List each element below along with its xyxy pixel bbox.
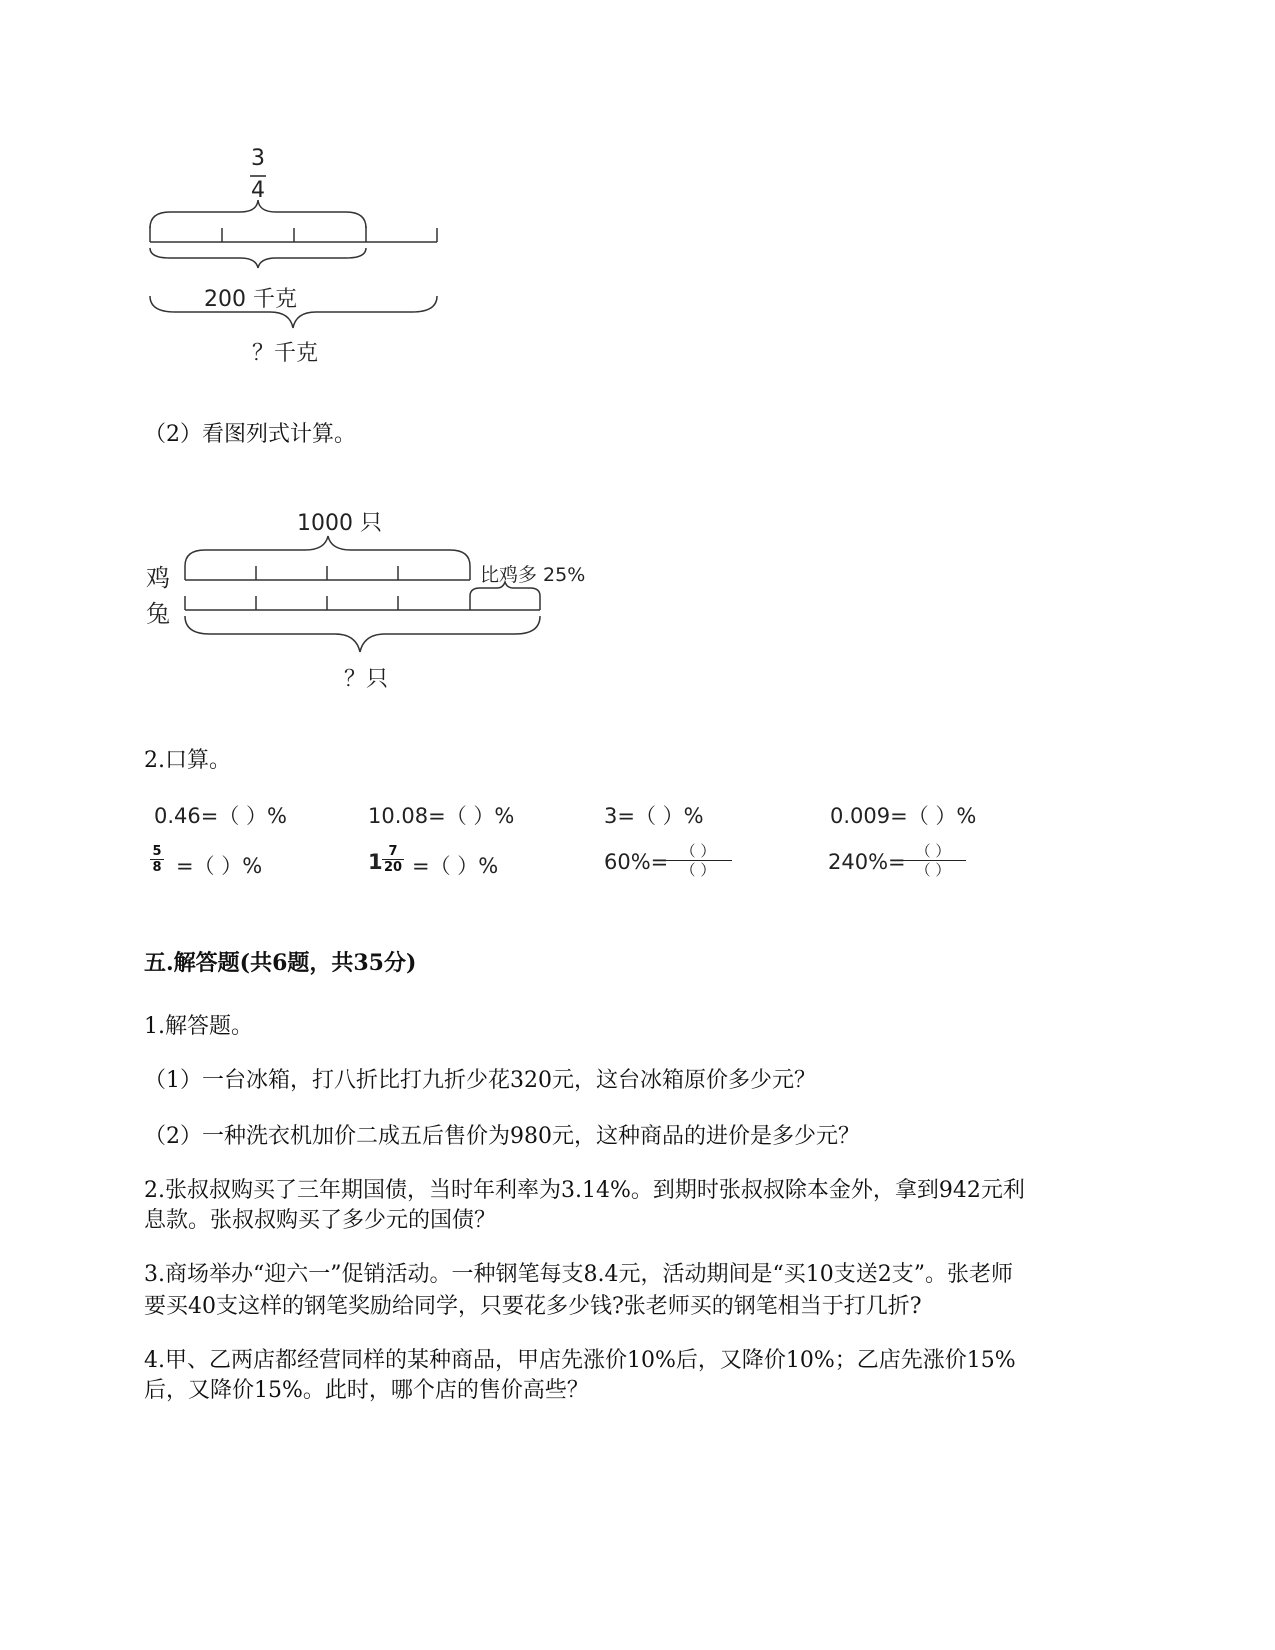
oral-calc-title: 2.口算。 bbox=[144, 748, 231, 773]
fraction-numerator: 3 bbox=[251, 146, 265, 171]
oral-item-3: 3=（ ）% bbox=[604, 804, 704, 828]
oral-item-8-prefix: 240%= bbox=[828, 850, 906, 874]
question-1-part-1: （1）一台冰箱，打八折比打九折少花320元，这台冰箱原价多少元？ bbox=[144, 1068, 816, 1093]
question-4-line-1: 4.甲、乙两店都经营同样的某种商品，甲店先涨价10%后，又降价10%；乙店先涨价15% bbox=[144, 1348, 1016, 1373]
fraction-6-denominator: 20 bbox=[383, 860, 403, 875]
oral-item-7-prefix: 60%= bbox=[604, 850, 669, 874]
paren-bottom: （ ） bbox=[680, 861, 716, 879]
label-rabbit: 兔 bbox=[146, 600, 170, 628]
fraction-5-numerator: 5 bbox=[152, 844, 162, 859]
fraction-denominator: 4 bbox=[251, 178, 265, 203]
oral-item-1: 0.46=（ ）% bbox=[154, 804, 287, 828]
label-1000: 1000 只 bbox=[297, 511, 382, 536]
label-unknown-count: ？只 bbox=[344, 667, 389, 692]
paren-bottom: （ ） bbox=[915, 861, 951, 879]
oral-item-6 bbox=[382, 844, 404, 875]
paren-top: （ ） bbox=[680, 842, 716, 860]
mixed-whole: 1 bbox=[368, 850, 383, 874]
question-2-line-1: 2.张叔叔购买了三年期国债，当时年利率为3.14%。到期时张叔叔除本金外，拿到942元利 bbox=[144, 1178, 1025, 1203]
label-more-25: 比鸡多 25% bbox=[480, 564, 586, 586]
question-3-line-2: 要买40支这样的钢笔奖励给同学，只要花多少钱?张老师买的钢笔相当于打几折? bbox=[144, 1294, 922, 1319]
question-1-title: 1.解答题。 bbox=[144, 1014, 253, 1039]
label-unknown-kg: ？千克 bbox=[252, 341, 319, 366]
label-chicken: 鸡 bbox=[146, 564, 170, 592]
fraction-5-bar: 8 bbox=[150, 859, 164, 875]
label-200-kg: 200 千克 bbox=[204, 287, 297, 312]
oral-item-5 bbox=[150, 844, 164, 875]
subquestion-2-label: （2）看图列式计算。 bbox=[144, 422, 356, 447]
oral-item-4: 0.009=（ ）% bbox=[830, 804, 977, 828]
oral-item-8-fraction bbox=[900, 842, 966, 879]
oral-item-7-fraction bbox=[664, 842, 732, 879]
question-3-line-1: 3.商场举办“迎六一”促销活动。一种钢笔每支8.4元，活动期间是“买10支送2支”。张老师 bbox=[144, 1262, 1013, 1287]
oral-item-2: 10.08=（ ）% bbox=[368, 804, 515, 828]
fraction-6-numerator: 7 bbox=[388, 844, 398, 859]
question-2-line-2: 息款。张叔叔购买了多少元的国债？ bbox=[144, 1208, 497, 1233]
oral-item-6-rest: =（ ）% bbox=[412, 854, 499, 878]
question-4-line-2: 后，又降价15%。此时，哪个店的售价高些？ bbox=[144, 1378, 589, 1403]
paren-top: （ ） bbox=[915, 842, 951, 860]
section-5-heading: 五.解答题(共6题，共35分) bbox=[144, 950, 417, 976]
oral-item-5-rest: =（ ）% bbox=[176, 854, 263, 878]
question-1-part-2: （2）一种洗衣机加价二成五后售价为980元，这种商品的进价是多少元？ bbox=[144, 1124, 860, 1149]
